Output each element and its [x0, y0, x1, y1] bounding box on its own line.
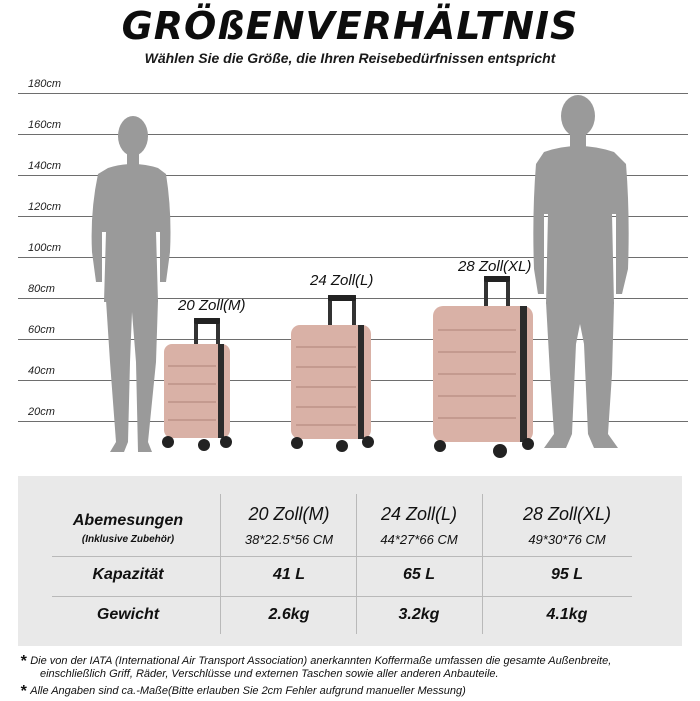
- size-heading: 24 Zoll(L): [380, 504, 458, 524]
- page-title: GRÖßENVERHÄLTNIS: [121, 4, 579, 48]
- capacity-value: 65 L: [402, 566, 435, 583]
- scale-label: 80cm: [28, 283, 55, 295]
- size-label-small: 20 Zoll(M): [178, 297, 246, 314]
- dimensions-value: 49*30*76 CM: [528, 532, 606, 547]
- suitcase-icon: [288, 295, 378, 455]
- capacity-label: Kapazität: [92, 566, 164, 583]
- scale-label: 140cm: [28, 160, 62, 172]
- weight-label: Gewicht: [96, 606, 160, 623]
- size-label-medium: 24 Zoll(L): [310, 272, 374, 289]
- column-divider: [220, 494, 221, 634]
- scale-label: 20cm: [28, 406, 55, 418]
- asterisk-icon: *: [20, 683, 27, 700]
- size-heading: 28 Zoll(XL): [522, 504, 612, 524]
- suitcase-icon: [160, 318, 236, 453]
- scale-label: 180cm: [28, 78, 62, 90]
- scale-label: 40cm: [28, 365, 55, 377]
- scale-label: 60cm: [28, 324, 55, 336]
- size-heading: 20 Zoll(M): [248, 504, 330, 524]
- scale-label: 120cm: [28, 201, 62, 213]
- man-silhouette-icon: [532, 94, 632, 456]
- footnote-continued: einschließlich Griff, Räder, Verschlüsse und externen Taschen sowie aller anderen Anbauteile.: [40, 668, 499, 680]
- dimensions-label: Abemesungen: [72, 512, 184, 529]
- dimensions-sublabel: (Inklusive Zubehör): [81, 534, 175, 545]
- weight-value: 2.6kg: [268, 606, 310, 623]
- scale-label: 160cm: [28, 119, 62, 131]
- page-subtitle: Wählen Sie die Größe, die Ihren Reisebedürfnissen entspricht: [144, 50, 556, 66]
- row-divider: [52, 556, 632, 557]
- dimensions-value: 44*27*66 CM: [380, 532, 458, 547]
- capacity-value: 95 L: [550, 566, 583, 583]
- spec-table: [18, 476, 682, 646]
- asterisk-icon: *: [20, 653, 27, 670]
- capacity-value: 41 L: [272, 566, 305, 583]
- footnote-text: Die von der IATA (International Air Transport Association) anerkannten Koffermaße umfassen die gesamte Außenbreite,: [30, 655, 612, 667]
- footnote-text: Alle Angaben sind ca.-Maße(Bitte erlauben Sie 2cm Fehler aufgrund manueller Messung): [30, 685, 466, 697]
- scale-label: 100cm: [28, 242, 62, 254]
- weight-value: 3.2kg: [398, 606, 440, 623]
- row-divider: [52, 596, 632, 597]
- size-label-large: 28 Zoll(XL): [458, 258, 532, 275]
- footnote: [20, 683, 466, 701]
- dimensions-value: 38*22.5*56 CM: [244, 532, 334, 547]
- suitcase-icon: [430, 276, 540, 461]
- weight-value: 4.1kg: [546, 606, 588, 623]
